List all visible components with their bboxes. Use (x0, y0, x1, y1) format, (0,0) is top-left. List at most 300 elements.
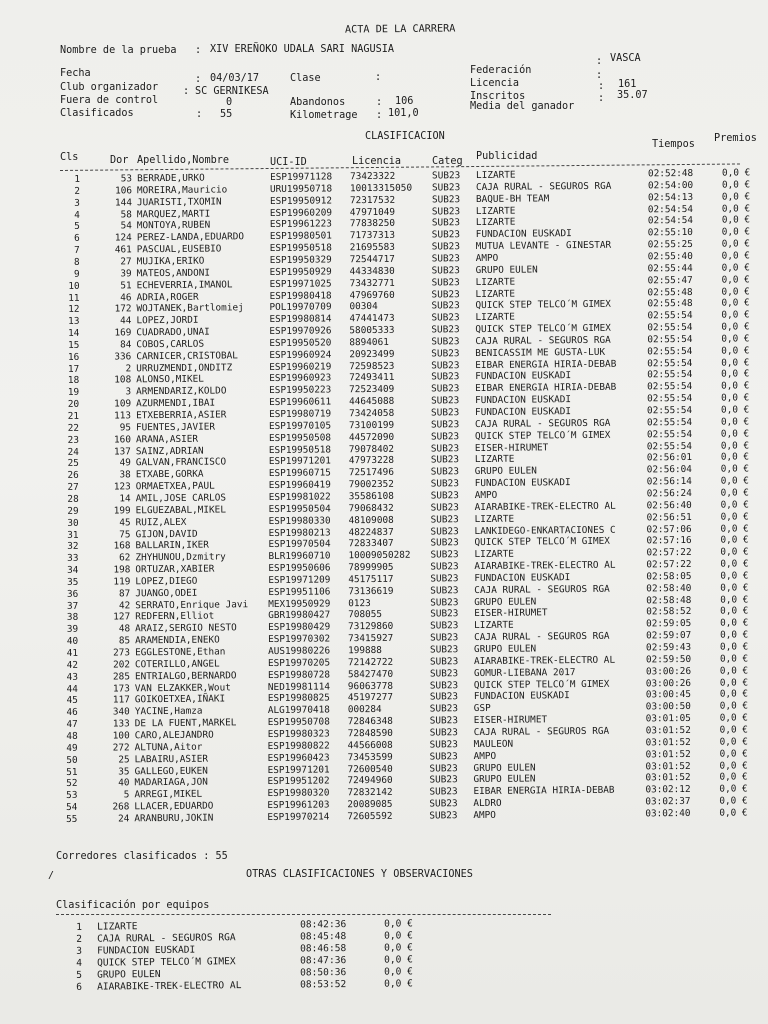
category: SUB23 (430, 620, 459, 632)
prize: 0,0 € (721, 191, 751, 203)
uci-id: ESP19980429 (268, 621, 331, 634)
rank: 45 (66, 695, 78, 707)
team-rank: 4 (76, 957, 83, 969)
team: GRUPO EULEN (475, 264, 538, 276)
uci-id: ESP19950223 (269, 384, 332, 397)
time: 03:01:52 (645, 760, 691, 772)
time: 03:00:50 (645, 701, 691, 713)
team: ALDRO (473, 797, 502, 810)
rank: 25 (67, 458, 79, 470)
license: 8894061 (349, 336, 389, 349)
time: 02:56:04 (646, 464, 692, 476)
uci-id: ESP19970205 (267, 657, 331, 669)
license-label: Licencia (470, 78, 520, 89)
bib: 27 (120, 256, 132, 268)
rank: 31 (67, 529, 79, 541)
bib: 24 (117, 813, 130, 825)
uci-id: GBR19980427 (268, 609, 331, 622)
uci-id: ESP19960715 (268, 467, 331, 480)
team-rank: 6 (76, 981, 83, 993)
time: 02:56:51 (646, 511, 692, 524)
rider-name: CUADRADO,UNAI (136, 326, 210, 339)
uci-id: ESP19950504 (268, 503, 331, 515)
time: 02:55:25 (647, 239, 693, 251)
colon: : (598, 81, 605, 92)
bib: 113 (114, 410, 132, 422)
time: 02:58:48 (646, 594, 692, 606)
rank: 41 (66, 647, 79, 659)
prize: 0,0 € (720, 593, 749, 606)
rider-name: REDFERN,Elliot (135, 610, 215, 623)
rider-name: ADRIA,ROGER (136, 291, 199, 303)
prize: 0,0 € (720, 558, 749, 570)
colon: : (195, 45, 202, 56)
team: CAJA RURAL - SEGUROS RGA (474, 583, 610, 596)
classified-riders-count: 55 (215, 851, 228, 862)
license: 44572090 (348, 431, 395, 443)
license: 72523409 (349, 384, 395, 396)
category: SUB23 (431, 193, 461, 206)
section-title: CLASIFICACION (365, 131, 445, 142)
col-header-times: Tiempos (652, 139, 695, 150)
category: SUB23 (430, 501, 459, 514)
rider-name: URRUZMENDI,ONDITZ (136, 361, 233, 374)
uci-id: ESP19981022 (268, 491, 331, 503)
time: 02:55:54 (647, 321, 693, 334)
category: SUB23 (429, 656, 459, 668)
team-prize: 0,0 € (383, 954, 413, 966)
colon: : (195, 74, 202, 85)
license: 21695583 (349, 241, 395, 254)
license: 72848590 (347, 727, 393, 740)
license: 72493411 (349, 372, 395, 384)
out-of-control-label: Fuera de control (60, 95, 159, 106)
prize: 0,0 € (720, 463, 750, 475)
rank: 2 (74, 185, 81, 197)
uci-id: ESP19971209 (268, 574, 331, 586)
rider-name: ALTUNA,Aitor (134, 741, 203, 754)
category: SUB23 (430, 596, 459, 609)
uci-id: ESP19980822 (267, 740, 330, 752)
uci-id: ESP19970214 (267, 811, 330, 823)
team: AMPO (475, 252, 499, 264)
prize: 0,0 € (720, 475, 749, 487)
team: MAULEON (473, 738, 514, 750)
team: BAQUE-BH TEAM (475, 192, 550, 205)
license: 72600540 (347, 763, 393, 775)
rank: 23 (67, 434, 79, 446)
rider-name: PASCUAL,EUSEBIO (136, 243, 222, 256)
team: FUNDACION EUSKADI (475, 394, 572, 407)
classified-value: 55 (220, 109, 233, 120)
time: 02:52:48 (647, 167, 694, 180)
team-time: 08:45:48 (299, 931, 347, 943)
time: 02:55:10 (647, 227, 693, 239)
colon: : (196, 109, 203, 120)
category: SUB23 (431, 336, 460, 348)
bib: 133 (112, 718, 130, 730)
rider-name: AMIL,JOSE CARLOS (135, 492, 227, 505)
bib: 51 (120, 279, 132, 292)
time: 02:55:54 (647, 393, 693, 405)
col-header-prizes: Premios (714, 133, 757, 144)
prize: 0,0 € (721, 356, 750, 369)
time: 03:01:52 (645, 748, 691, 761)
abandons-value: 106 (395, 96, 414, 107)
rank: 44 (66, 683, 78, 695)
prize: 0,0 € (720, 451, 750, 464)
rider-name: SAINZ,ADRIAN (135, 445, 204, 457)
team: GRUPO EULEN (473, 773, 536, 786)
uci-id: ESP19970302 (268, 633, 331, 646)
time: 02:55:48 (647, 286, 693, 298)
class-label: Clase (290, 73, 321, 84)
category: SUB23 (429, 679, 459, 691)
time: 02:55:54 (646, 404, 693, 417)
time: 02:58:40 (646, 582, 692, 595)
prize: 0,0 € (719, 736, 748, 748)
rank: 37 (66, 600, 79, 612)
bib: 144 (114, 196, 132, 209)
license: 73423322 (349, 170, 396, 183)
team: BENICASSIM ME GUSTA-LUK (475, 346, 606, 359)
prize: 0,0 € (720, 605, 749, 618)
rank: 9 (73, 268, 80, 280)
bib: 160 (113, 434, 131, 446)
time: 03:02:12 (645, 784, 691, 796)
rank: 49 (66, 742, 78, 754)
uci-id: ESP19980501 (269, 230, 332, 243)
bib: 85 (118, 635, 131, 647)
bib: 117 (112, 694, 130, 706)
bib: 173 (112, 682, 130, 695)
prize: 0,0 € (719, 771, 748, 784)
team-classification-title: Clasificación por equipos (56, 900, 210, 911)
category: SUB23 (430, 561, 459, 573)
license: 58427470 (347, 668, 394, 680)
bib: 38 (119, 469, 131, 481)
rider-name: FUENTES,JAVIER (135, 421, 216, 434)
organizer-value: SC GERNIKESA (195, 86, 269, 97)
rank: 32 (67, 541, 79, 553)
uci-id: ESP19980418 (269, 289, 332, 302)
license: 708055 (348, 609, 383, 621)
category: SUB23 (430, 454, 460, 466)
bib: 169 (114, 327, 132, 339)
race-name-value: XIV EREÑOKO UDALA SARI NAGUSIA (210, 44, 395, 55)
license: 44566008 (347, 739, 393, 752)
uci-id: ESP19960924 (269, 349, 332, 361)
winner-average-label: Media del ganador (470, 101, 575, 112)
bib: 58 (120, 208, 132, 220)
team-rank: 3 (76, 945, 83, 957)
license: 72517496 (348, 467, 394, 479)
uci-id: ESP19950518 (269, 242, 332, 255)
colon: : (376, 110, 383, 121)
team: LANKIDEGO-ENKARTACIONES C (474, 524, 616, 537)
rider-name: GALVAN,FRANCISCO (135, 456, 227, 469)
prize: 0,0 € (720, 428, 750, 440)
rider-name: MARQUEZ,MARTI (136, 208, 211, 220)
time: 02:55:54 (647, 357, 693, 369)
license: 73424058 (348, 407, 395, 420)
bib: 198 (113, 564, 131, 576)
out-of-control-value: 0 (226, 97, 233, 108)
team: EISER-HIRUMET (473, 714, 548, 727)
category: SUB23 (431, 324, 460, 336)
rank: 11 (68, 292, 80, 304)
rider-name: ELGUEZABAL,MIKEL (135, 504, 227, 517)
time: 03:00:26 (645, 665, 692, 678)
category: SUB23 (430, 466, 460, 478)
rank: 26 (67, 470, 79, 482)
uci-id: BLR19960710 (268, 550, 331, 563)
rank: 46 (66, 707, 78, 719)
rank: 12 (68, 304, 80, 316)
bib: 108 (114, 374, 132, 386)
license: 79002352 (348, 478, 394, 491)
rank: 3 (74, 197, 80, 209)
bib: 53 (120, 173, 133, 185)
license: 72494960 (347, 775, 393, 787)
rank: 48 (66, 730, 78, 742)
uci-id: ESP19980728 (267, 669, 331, 681)
prize: 0,0 € (721, 380, 750, 392)
team-name: LIZARTE (96, 921, 138, 933)
time: 03:01:52 (645, 724, 691, 737)
license: 77838250 (349, 218, 396, 230)
prize: 0,0 € (721, 309, 750, 321)
km-label: Kilometrage (290, 110, 358, 121)
rider-name: ARMENDARIZ,KOLDO (136, 385, 227, 398)
bib: 45 (119, 516, 131, 529)
prize: 0,0 € (719, 641, 749, 653)
rank: 33 (67, 553, 79, 565)
rider-name: GOIKOETXEA,IÑAKI (134, 693, 226, 706)
slash-mark: / (48, 870, 55, 881)
time: 02:55:47 (647, 274, 693, 287)
rank: 19 (67, 387, 80, 399)
uci-id: ESP19950520 (269, 337, 332, 349)
time: 02:57:16 (646, 535, 692, 547)
license: 71737313 (349, 230, 395, 242)
license: 00304 (349, 301, 378, 313)
col-header-advertising: Publicidad (476, 151, 538, 162)
uci-id: ESP19960209 (269, 206, 333, 219)
uci-id: ESP19970926 (269, 325, 332, 338)
uci-id: ESP19980323 (267, 728, 330, 740)
team-time: 08:42:36 (299, 919, 347, 931)
category: SUB23 (430, 549, 459, 561)
uci-id: ESP19960419 (268, 479, 331, 492)
license: 73453599 (347, 751, 393, 763)
license: 10013315050 (349, 182, 413, 195)
category: SUB23 (431, 312, 460, 324)
rank: 42 (66, 659, 79, 671)
bib: 46 (120, 291, 132, 303)
team: EISER-HIRUMET (474, 441, 549, 454)
license: 72832142 (347, 786, 393, 799)
team: AIARABIKE-TREK-ELECTRO AL (474, 559, 616, 573)
license: 0123 (348, 597, 371, 609)
category: SUB23 (431, 182, 461, 194)
uci-id: ESP19971128 (269, 171, 333, 183)
colon: : (183, 86, 190, 97)
bib: 168 (113, 540, 131, 552)
other-classifications-title: OTRAS CLASIFICACIONES Y OBSERVACIONES (246, 869, 473, 880)
time: 02:58:52 (646, 606, 692, 618)
bib: 40 (118, 777, 130, 789)
rank: 47 (66, 718, 78, 731)
time: 03:00:45 (645, 689, 692, 701)
rank: 18 (67, 375, 80, 387)
prize: 0,0 € (720, 487, 749, 499)
bib: 137 (113, 445, 131, 458)
bib: 54 (120, 220, 132, 232)
prize: 0,0 € (720, 582, 749, 594)
bib: 124 (114, 232, 132, 244)
uci-id: ESP19950508 (268, 432, 332, 444)
rider-name: WOJTANEK,Bartlomiej (136, 302, 244, 315)
license: 79078402 (348, 443, 395, 455)
category: SUB23 (429, 703, 459, 715)
rank: 39 (66, 624, 79, 636)
team: CAJA RURAL - SEGUROS RGA (474, 417, 611, 430)
license: 73415927 (348, 632, 394, 645)
prize: 0,0 € (719, 795, 748, 807)
rank: 16 (67, 351, 80, 363)
license: 44334830 (349, 265, 395, 278)
category: SUB23 (431, 229, 461, 241)
prize: 0,0 € (721, 368, 750, 381)
classified-riders-text: Corredores clasificados (56, 851, 198, 862)
bib: 273 (113, 647, 131, 659)
rider-name: AZURMENDI,IBAI (136, 397, 216, 410)
category: SUB23 (431, 288, 460, 300)
time: 02:57:22 (646, 558, 692, 571)
bib: 340 (112, 706, 130, 718)
rider-name: ARANBURU,JOKIN (134, 812, 214, 825)
team: QUICK STEP TELCO´M GIMEX (473, 678, 610, 691)
bib: 42 (118, 599, 131, 612)
category: SUB23 (430, 573, 459, 585)
date-label: Fecha (60, 68, 91, 79)
category: SUB23 (429, 667, 459, 680)
rider-name: COTERILLO,ANGEL (134, 658, 220, 671)
prize: 0,0 € (719, 807, 748, 819)
category: SUB23 (430, 407, 460, 419)
race-name-label: Nombre de la prueba (60, 45, 177, 56)
time: 02:55:54 (646, 440, 693, 452)
rank: 5 (74, 221, 80, 233)
prize: 0,0 € (721, 345, 750, 357)
team: EIBAR ENERGIA HIRIA-DEBAB (473, 784, 615, 798)
category: SUB23 (429, 715, 459, 727)
rank: 14 (68, 327, 80, 339)
prize: 0,0 € (721, 250, 750, 262)
bib: 199 (113, 505, 131, 517)
rank: 24 (67, 446, 79, 458)
rank: 50 (66, 754, 78, 766)
time: 02:57:22 (646, 547, 692, 559)
rank: 29 (67, 505, 79, 517)
prize: 0,0 € (719, 688, 749, 701)
team: LIZARTE (475, 169, 516, 182)
team: EIBAR ENERGIA HIRIA-DEBAB (475, 358, 617, 371)
time: 02:56:40 (646, 499, 692, 512)
team: AMPO (473, 750, 497, 762)
rank: 43 (66, 671, 78, 683)
prize: 0,0 € (719, 653, 749, 665)
col-header-dor: Dor (110, 155, 129, 166)
team-prize: 0,0 € (383, 978, 413, 990)
uci-id: ESP19971201 (267, 763, 330, 776)
bib: 100 (112, 730, 130, 742)
uci-id: ESP19980330 (268, 515, 331, 527)
rank: 21 (67, 410, 80, 422)
team: EISER-HIRUMET (474, 607, 548, 620)
prize: 0,0 € (721, 274, 750, 286)
col-header-category: Categ (432, 156, 463, 167)
prize: 0,0 € (720, 439, 750, 452)
rider-name: MUJIKA,ERIKO (136, 255, 205, 268)
bib: 5 (123, 789, 130, 801)
classified-riders-label: Corredores clasificados : 55 (56, 851, 228, 862)
rank: 38 (66, 612, 79, 624)
time: 02:59:05 (646, 618, 692, 630)
uci-id: MEX19950929 (268, 597, 331, 610)
rider-name: CARO,ALEJANDRO (134, 729, 214, 742)
rider-name: PEREZ-LANDA,EDUARDO (136, 231, 245, 244)
rider-name: ALONSO,MIKEL (136, 374, 204, 386)
team: LIZARTE (475, 205, 516, 217)
category: SUB23 (429, 691, 459, 703)
prize: 0,0 € (719, 759, 748, 772)
team: GRUPO EULEN (473, 761, 536, 774)
uci-id: ESP19950929 (269, 266, 332, 278)
category: SUB23 (431, 241, 461, 253)
col-header-name: Apellido,Nombre (137, 155, 230, 166)
bib: 49 (119, 457, 131, 469)
category: SUB23 (430, 442, 460, 454)
rank: 13 (68, 316, 80, 328)
rank: 20 (67, 398, 80, 411)
rider-name: JUANGO,ODEI (135, 587, 198, 600)
category: SUB23 (431, 205, 461, 217)
team-rank: 2 (76, 933, 83, 945)
team-time: 08:50:36 (299, 967, 347, 979)
rank: 15 (67, 339, 80, 351)
rider-name: YACINE,Hamza (134, 705, 203, 718)
time: 02:56:24 (646, 487, 692, 500)
license: 72605592 (347, 810, 393, 823)
km-value: 101,0 (388, 108, 419, 119)
rank: 34 (67, 564, 79, 576)
classified-label: Clasificados (60, 108, 134, 119)
rank: 27 (67, 481, 79, 494)
prize: 0,0 € (721, 202, 751, 215)
prize: 0,0 € (720, 522, 749, 535)
bib: 127 (113, 611, 131, 623)
bib: 109 (114, 398, 132, 410)
rider-name: ENTRIALGO,BERNARDO (134, 669, 237, 682)
prize: 0,0 € (721, 285, 750, 298)
category: SUB23 (431, 170, 461, 182)
prize: 0,0 € (721, 226, 751, 238)
uci-id: AUS19980226 (267, 645, 331, 658)
team-time: 08:47:36 (299, 955, 347, 967)
prize: 0,0 € (721, 214, 751, 227)
